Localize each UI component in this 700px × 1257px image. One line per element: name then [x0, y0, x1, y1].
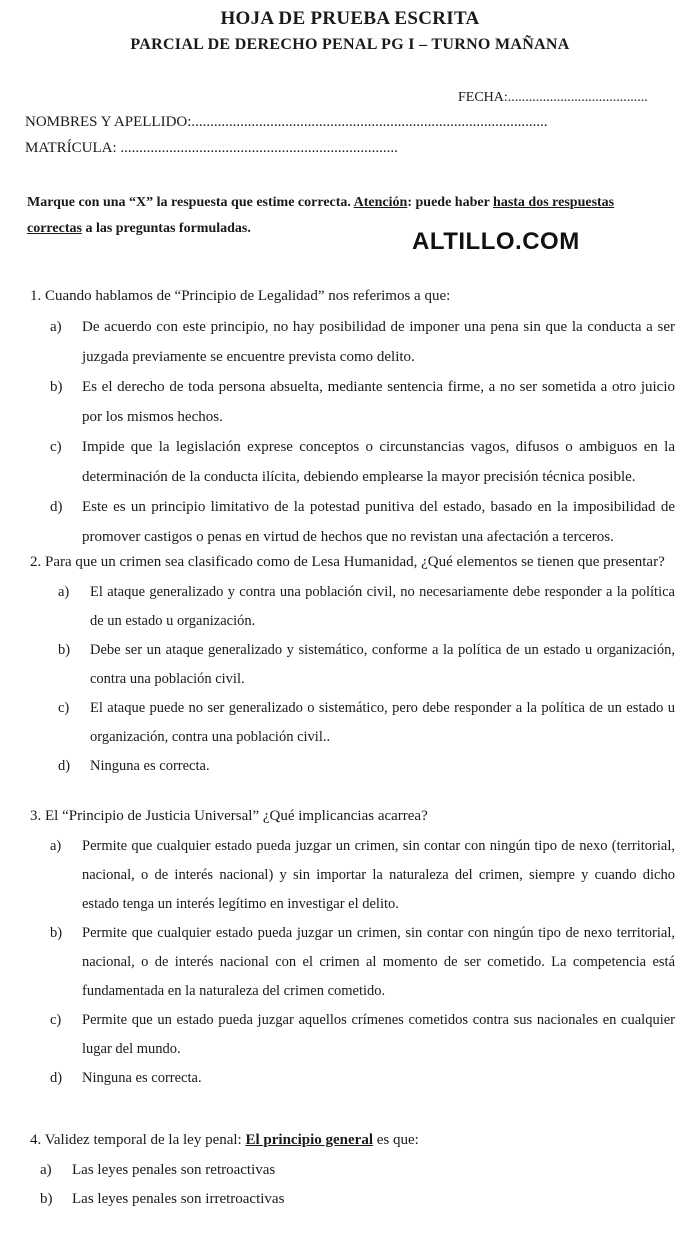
options-list [30, 578, 675, 781]
instructions-part1: Marque con una “X” la respuesta que estime correcta. [27, 195, 351, 210]
instructions-atencion: Atención [353, 195, 408, 210]
nombres-field[interactable] [25, 114, 548, 131]
nombres-dots: ............................................................................................... [191, 114, 548, 130]
option-item[interactable] [50, 432, 675, 492]
option-text: Permite que cualquier estado pueda juzgar un crimen, sin contar con ningún tipo de nexo (territorial, nacional, o de interés nacional) y sin importar la naturaleza del crimen, siempre y cuando dicho estado tenga un interés legítimo en investigar el delito. [82, 838, 675, 912]
fecha-field[interactable] [458, 90, 648, 106]
options-list [30, 1156, 675, 1214]
question-4 [30, 1130, 675, 1214]
fecha-dots: ........................................ [507, 90, 648, 105]
option-item[interactable] [58, 694, 675, 752]
option-text: Ninguna es correcta. [90, 758, 210, 774]
option-item[interactable] [50, 919, 675, 1006]
option-item[interactable] [58, 578, 675, 636]
matricula-field[interactable] [25, 140, 398, 157]
matricula-dots: .......................................................................... [120, 140, 398, 156]
option-label: a) [50, 838, 62, 854]
page-subtitle: PARCIAL DE DERECHO PENAL PG I – TURNO MAÑANA [130, 36, 570, 53]
option-label: a) [40, 1162, 52, 1178]
option-label: c) [50, 1012, 62, 1028]
page-title: HOJA DE PRUEBA ESCRITA [220, 8, 480, 29]
option-text: Las leyes penales son retroactivas [72, 1162, 276, 1178]
option-item[interactable] [50, 1064, 675, 1093]
option-label: b) [50, 925, 63, 941]
option-text: El ataque puede no ser generalizado o sistemático, pero debe responder a la política de un estado u organización, contra una población civil.. [90, 700, 675, 745]
option-label: a) [50, 319, 62, 335]
option-text: Este es un principio limitativo de la potestad punitiva del estado, basado en la imposibilidad de promover castigos o penas en virtud de hechos que no revistan una afectación a terceros. [82, 499, 675, 545]
option-text: El ataque generalizado y contra una población civil, no necesariamente debe responder a la política de un estado u organización. [90, 584, 675, 629]
option-item[interactable] [40, 1156, 675, 1185]
options-list [30, 832, 675, 1093]
option-label: b) [58, 642, 71, 658]
nombres-label: NOMBRES Y APELLIDO: [25, 114, 192, 130]
option-label: b) [40, 1191, 53, 1207]
question-text: 1. Cuando hablamos de “Principio de Legalidad” nos referimos a que: [30, 288, 451, 304]
option-item[interactable] [50, 1006, 675, 1064]
option-label: b) [50, 379, 63, 395]
option-item[interactable] [50, 372, 675, 432]
question-text: 3. El “Principio de Justicia Universal” ¿Qué implicancias acarrea? [30, 808, 428, 824]
option-text: Impide que la legislación exprese conceptos o circunstancias vagos, difusos o ambiguos en la determinación de la conducta ilícita, debiendo emplearse la mayor precisión técnica posible. [82, 439, 675, 485]
option-text: Es el derecho de toda persona absuelta, mediante sentencia firme, a no ser sometida a otro juicio por los mismos hechos. [82, 379, 675, 425]
instructions-part2: : puede haber [407, 195, 490, 210]
instructions-hasta: hasta dos respuestas correctas [27, 195, 615, 236]
option-item[interactable] [58, 636, 675, 694]
option-item[interactable] [58, 752, 675, 781]
question-2 [30, 552, 675, 781]
option-text: Ninguna es correcta. [82, 1070, 202, 1086]
option-item[interactable] [40, 1185, 675, 1214]
option-text: Permite que un estado pueda juzgar aquellos crímenes cometidos contra sus nacionales en cualquier lugar del mundo. [82, 1012, 675, 1057]
question-text-suffix: es que: [376, 1132, 419, 1148]
question-text: 2. Para que un crimen sea clasificado como de Lesa Humanidad, ¿Qué elementos se tienen que presentar? [30, 554, 665, 570]
option-label: d) [58, 758, 71, 774]
option-label: a) [58, 584, 70, 600]
option-text: Debe ser un ataque generalizado y sistemático, conforme a la política de un estado u organización, contra una población civil. [90, 642, 675, 687]
fecha-label: FECHA: [458, 90, 508, 105]
question-text-emphasis: El principio general [245, 1132, 373, 1148]
question-text-prefix: 4. Validez temporal de la ley penal: [30, 1132, 242, 1148]
option-label: d) [50, 499, 63, 515]
question-text [30, 1130, 675, 1150]
instructions-part3: a las preguntas formuladas. [85, 221, 251, 236]
options-list [30, 312, 675, 552]
option-text: Permite que cualquier estado pueda juzgar un crimen, sin contar con ningún tipo de nexo territorial, nacional, o de interés nacional con el crimen al momento de ser cometido. La competencia está fundamentada en la naturaleza del crimen cometido. [82, 925, 675, 999]
option-text: Las leyes penales son irretroactivas [72, 1191, 285, 1207]
option-label: d) [50, 1070, 63, 1086]
question-3 [30, 806, 675, 1093]
option-text: De acuerdo con este principio, no hay posibilidad de imponer una pena sin que la conducta a ser juzgada previamente se encuentre prevista como delito. [82, 319, 675, 365]
option-item[interactable] [50, 492, 675, 552]
option-label: c) [58, 700, 70, 716]
watermark-logo: ALTILLO.COM [412, 228, 580, 255]
matricula-label: MATRÍCULA: [25, 140, 117, 156]
question-1 [30, 286, 675, 552]
option-item[interactable] [50, 832, 675, 919]
option-item[interactable] [50, 312, 675, 372]
option-label: c) [50, 439, 62, 455]
